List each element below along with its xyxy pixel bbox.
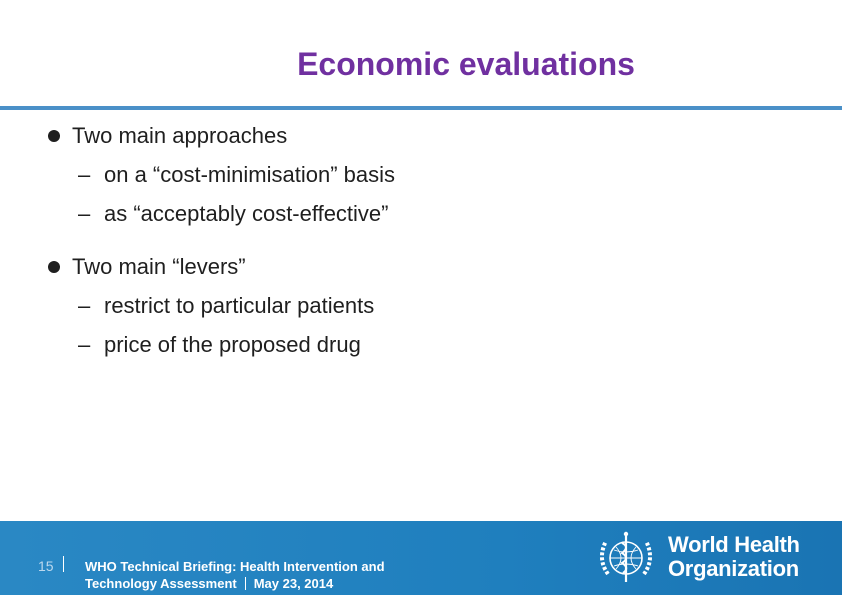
- who-emblem-icon: [592, 525, 660, 589]
- footer-separator: [245, 577, 246, 590]
- sub-bullet-text: restrict to particular patients: [104, 293, 375, 318]
- bullet-dot-icon: [48, 130, 60, 142]
- footer-event-name: Technology Assessment: [85, 576, 237, 591]
- sub-bullet-text: on a “cost-minimisation” basis: [104, 162, 395, 187]
- sub-bullet-item: [48, 325, 374, 364]
- footer-bar: [0, 521, 842, 595]
- sub-bullet-item: [48, 286, 374, 325]
- bullet-group-2: [48, 248, 374, 364]
- org-name-line-2: Organization: [668, 556, 799, 581]
- footer-date: May 23, 2014: [253, 576, 334, 591]
- dash-icon: –: [78, 332, 91, 357]
- page-number-separator: [63, 556, 64, 572]
- footer-line-1: WHO Technical Briefing: Health Intervention and: [85, 559, 385, 574]
- page-number: 15: [38, 558, 54, 574]
- org-name-line-1: World Health: [668, 532, 800, 557]
- bullet-dot-icon: [48, 261, 60, 273]
- dash-icon: –: [78, 162, 91, 187]
- sub-bullet-text: price of the proposed drug: [104, 332, 361, 357]
- bullet-group-1: [48, 117, 395, 233]
- bullet-item: [48, 248, 374, 286]
- dash-icon: –: [78, 201, 91, 226]
- sub-bullet-item: [48, 155, 395, 194]
- sub-bullet-item: [48, 194, 395, 233]
- sub-bullet-text: as “acceptably cost-effective”: [104, 201, 389, 226]
- organization-name: [668, 533, 800, 581]
- bullet-item: [48, 117, 395, 155]
- bullet-text: Two main approaches: [72, 123, 288, 148]
- footer-line-2: [85, 575, 385, 592]
- bullet-text: Two main “levers”: [72, 254, 246, 279]
- slide-title: Economic evaluations: [297, 46, 635, 82]
- who-logo: [592, 525, 802, 589]
- title-divider: [0, 106, 842, 110]
- footer-caption: [85, 558, 385, 592]
- dash-icon: –: [78, 293, 91, 318]
